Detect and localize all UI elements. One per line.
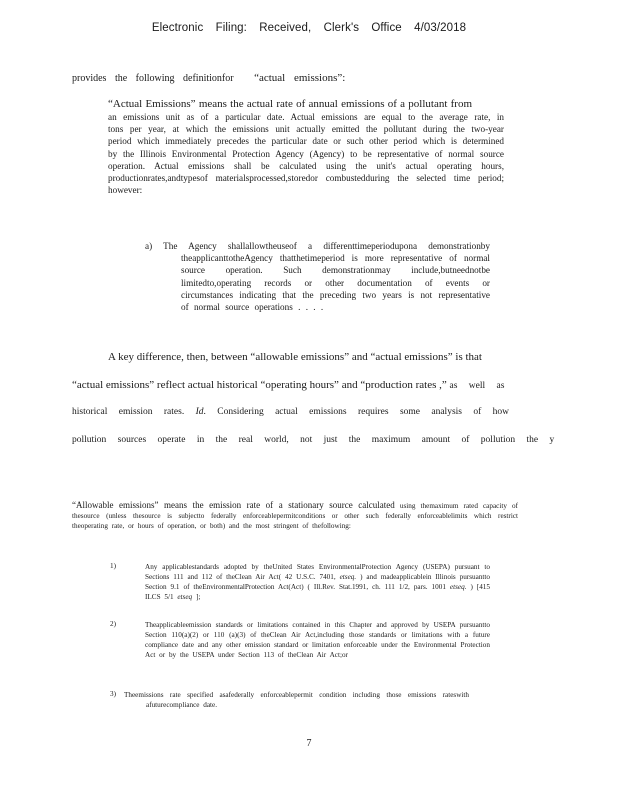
page-number: 7 — [306, 738, 312, 749]
footnote-lead: “Allowable emissions” means the emission rate of a stationary source calculated — [72, 500, 395, 510]
quote-item-a — [145, 240, 490, 313]
footnote-item-1 — [145, 562, 490, 602]
para-line-3a: historical emission rates. — [72, 407, 185, 417]
footnote-item-1-b: ) and madeapplicablein Illinois pursuantto Section 9.1 of theEnvironmentalProtection Act(Act) ( Ill.Rev. Stat.1991, ch. 111 1/2, pars. 1001 — [145, 573, 491, 591]
intro-text: provides the following definitionfor — [72, 73, 234, 84]
filing-header: Electronic Filing: Received, Clerk's Office 4/03/2018 — [151, 22, 467, 34]
footnote-lead-rest: using themaximum rated capacity of thesource (unless thesource is subjectto federally enforceablepermitconditions or other such federally enforceablelimits which restrict theoperating rate, or hours of operation, or both) and the most stringent of thefollowing: — [72, 502, 519, 530]
footnote-item-3-num: 3) — [110, 690, 116, 698]
quote-item-a-text: a) The Agency shallallowtheuseof a differenttimeperiodupona demonstrationby theapplicanttotheAgency thatthetimeperiod is more representative of normal source operation. Such demonstrationmay include,butneednotbe limitedto,operating records or other documentation of events or circumstances indicating that the preceding two years is not representative of normal source operations . . . . — [145, 241, 490, 313]
intro-term: “actual emissions”: — [254, 72, 346, 84]
footnote-lead-para — [72, 500, 518, 531]
para-line-2b: as well as — [449, 381, 505, 391]
para-line-3 — [72, 407, 509, 417]
footnote-item-3-text: Theemissions rate specified asafederally enforceablepermit condition including those emissions rateswith afuturecompliance date. — [124, 691, 469, 709]
quote-lead: “Actual Emissions” means the actual rate of annual emissions of a pollutant from — [108, 98, 473, 110]
para-line-2 — [72, 379, 504, 391]
footnote-item-1-etseq: etseq. — [339, 573, 357, 581]
intro-line — [72, 72, 345, 84]
footnote-item-1-a: Any applicablestandards adopted by theUnited States EnvironmentalProtection Agency (USEPA) pursuant to Sections 111 and 112 of theClean Air Act( 42 U.S.C. 7401, — [145, 563, 490, 581]
footnote-item-1-d: ]; — [195, 593, 201, 601]
para-line-3b: . Considering actual emissions requires some analysis of how — [203, 407, 510, 417]
footnote — [72, 500, 518, 531]
footnote-item-1-num: 1) — [110, 562, 116, 570]
para-line-4: pollution sources operate in the real world, not just the maximum amount of pollution the y — [72, 435, 555, 445]
footnote-item-1-c: ) [415 ILCS 5/1 — [145, 583, 490, 601]
quote-body: an emissions unit as of a particular date. Actual emissions are equal to the average rate, in tons per year, at which the emissions unit actually emitted the pollutant during the two-year period which immediately precedes the particular date or such other period which is determined by the Illinois Environmental Protection Agency (Agency) to be representative of normal source operation. Actual emissions shall be calculated using the unit's actual operating hours, productionrates,andtypesof materialsprocessed,storedor combustedduring the selected time period; however: — [108, 112, 504, 196]
footnote-item-1-etseq2: etseq. — [449, 583, 467, 591]
block-quote — [108, 98, 504, 196]
para-line-1: A key difference, then, between “allowable emissions” and “actual emissions” is that — [108, 351, 482, 363]
para-line-2a: “actual emissions” reflect actual historical “operating hours” and “production rates ,” — [72, 379, 447, 391]
footnote-item-1-etseq3: etseq — [177, 593, 193, 601]
para-line-3-id: Id — [195, 407, 204, 417]
footnote-item-2 — [145, 620, 490, 660]
footnote-item-2-text: Theapplicableemission standards or limitations contained in this Chapter and approved by USEPA pursuantto Section 110(a)(2) or 110 (a)(3) of theClean Air Act,including those standards or limitations with a future compliance date and any other emission standard or limitation enforceable under the Environmental Protection Act or by the USEPA under Section 113 of theClean Air Act;or — [145, 621, 490, 659]
footnote-item-2-num: 2) — [110, 620, 116, 628]
footnote-item-3 — [124, 690, 469, 710]
